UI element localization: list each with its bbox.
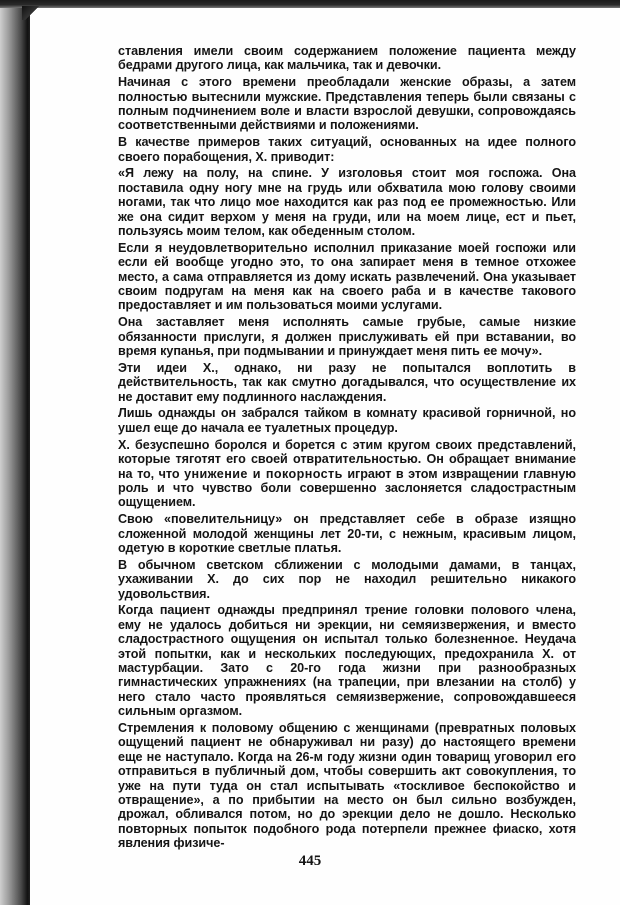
paragraph: Когда пациент однажды предпринял трение головки полового члена, ему не удалось добиться ни эрекции, ни семяизвержения, и вместо сладострастного ощущения он испытал только болезненное. Неудача этой попытки, как и нескольких последующих, предохранила Х. от мастурбации. Зато с 20-го года жизни при разнообразных гимнастических упражнениях (на трапеции, при влезании на столб) у него стало часто проявляться семяизвержение, сопровождавшееся сильным оргазмом.: [118, 603, 576, 719]
paragraph: ставления имели своим содержанием положение пациента между бедрами другого лица, как мальчика, так и девочки.: [118, 44, 576, 73]
quoted-paragraph: «Я лежу на полу, на спине. У изголовья стоит моя госпожа. Она поставила одну ногу мне на грудь или обхватила мою голову своими ногами, так что лицо мое находится как раз под ее промежностью. Или же она сидит верхом у меня на груди, или на моем лице, ест и пьет, пользуясь моим телом, как обеденным столом.: [118, 166, 576, 239]
paragraph: Лишь однажды он забрался тайком в комнату красивой горничной, но ушел еще до начала ее туалетных процедур.: [118, 406, 576, 435]
quoted-paragraph: Она заставляет меня исполнять самые грубые, самые низкие обязанности прислуги, я должен прислуживать ей при вставании, во время купанья, при подмывании и принуждает меня пить ее мочу».: [118, 315, 576, 359]
paragraph-text: играют в этом извращении главную роль и что чувство боли совершенно заслоняется сладострастным ощущением.: [118, 466, 576, 510]
paragraph-text: Х. безуспешно боролся и борется с этим кругом своих представлений, которые тяготят его своей отвратительностью. Он обращает внимание на то, что: [118, 437, 576, 481]
paragraph: В качестве примеров таких ситуаций, основанных на идее полного своего порабощения, Х. приводит:: [118, 135, 576, 164]
paragraph-with-emphasis: [118, 438, 576, 510]
page-number: 445: [298, 853, 322, 869]
book-binding-shadow: [0, 0, 30, 905]
quoted-paragraph: Если я неудовлетворительно исполнил приказание моей госпожи или если ей вообще угодно это, то она запирает меня в темное отхожее место, а сама отправляется из дому искать развлечений. Она указывает своим подругам на меня как на своего раба и в качестве такового предоставляет и им пользоваться моими услугами.: [118, 240, 576, 313]
page-top-edge: [0, 0, 620, 8]
paragraph: Стремления к половому общению с женщинами (превратных половых ощущений пациент не обнаруживал ни разу) до настоящего времени еще не наступало. Когда на 26-м году жизни один товарищ уговорил его отправиться в публичный дом, чтобы совершить акт совокупления, то уже на пути туда он стал испытывать «тоскливое беспокойство и отвращение», а по прибытии на место он был сильно возбужден, дрожал, обливался потом, но до эрекции дело не дошло. Несколько повторных попыток подобного рода потерпели прежнее фиаско, хотя явления физиче-: [118, 720, 576, 851]
paragraph: Эти идеи Х., однако, ни разу не попытался воплотить в действительность, так как смутно догадывался, что осуществление их не доставит ему подлинного наслаждения.: [118, 360, 576, 404]
paragraph: В обычном светском сближении с молодыми дамами, в танцах, ухаживании Х. до сих пор не находил решительно никакого удовольствия.: [118, 557, 576, 601]
paragraph: Свою «повелительницу» он представляет себе в образе изящно сложенной молодой женщины лет 20-ти, с нежным, красивым лицом, одетую в короткие светлые платья.: [118, 512, 576, 555]
paragraph: Начиная с этого времени преобладали женские образы, а затем полностью вытеснили мужские. Представления теперь были связаны с полным подчинением воле и власти взрослой девушки, сопровождаясь соответственными действиями и положениями.: [118, 75, 576, 133]
page-corner-shadow: [22, 6, 42, 20]
body-text: [118, 44, 576, 851]
emphasized-phrase: унижение и покорность: [184, 466, 343, 481]
